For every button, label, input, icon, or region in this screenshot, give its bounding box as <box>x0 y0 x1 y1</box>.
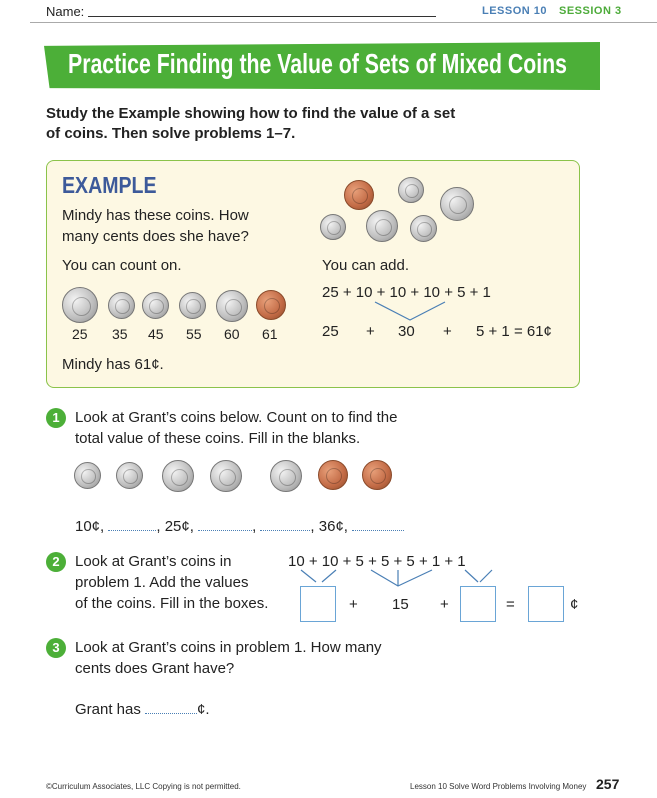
separator: , <box>252 518 257 535</box>
count-value: 35 <box>112 326 128 342</box>
answer-blank[interactable] <box>198 516 252 531</box>
given-value: 10¢, <box>75 518 105 535</box>
nickel-coin-icon <box>162 460 194 492</box>
example-answer: Mindy has 61¢. <box>62 356 164 373</box>
instructions: Study the Example showing how to find the value of a set of coins. Then solve problems 1–7. <box>46 105 456 142</box>
plus-sign: + <box>440 596 449 613</box>
lesson-footer: Lesson 10 Solve Word Problems Involving Money <box>410 782 587 791</box>
problem-number-badge: 2 <box>46 552 66 572</box>
grouped-term: 30 <box>398 323 415 340</box>
name-label: Name: <box>46 4 85 19</box>
problem-2-text-line-2: problem 1. Add the values <box>75 574 249 591</box>
example-question-line-1: Mindy has these coins. How <box>62 207 249 224</box>
cents-sign: ¢ <box>570 596 579 613</box>
plus-sign: + <box>443 323 452 340</box>
count-value: 61 <box>262 326 278 342</box>
problem-3-text-line-2: cents does Grant have? <box>75 660 235 677</box>
problem-1-text-line-2: total value of these coins. Fill in the blanks. <box>75 430 361 447</box>
answer-box[interactable] <box>460 586 496 622</box>
dime-coin-icon <box>116 462 143 489</box>
nickel-coin-icon <box>210 460 242 492</box>
problem-2-text-line-1: Look at Grant’s coins in <box>75 553 232 570</box>
penny-coin-icon <box>318 460 348 490</box>
problem-2-text-line-3: of the coins. Fill in the boxes. <box>75 595 269 612</box>
nickel-coin-icon <box>270 460 302 492</box>
example-sum-line: 25 + 10 + 10 + 10 + 5 + 1 <box>322 284 491 301</box>
problem-number-badge: 1 <box>46 408 66 428</box>
example-question-line-2: many cents does she have? <box>62 228 249 245</box>
given-value: 15 <box>392 596 409 613</box>
problem-3-text-line-1: Look at Grant’s coins in problem 1. How many <box>75 639 382 656</box>
problem-1-text-line-1: Look at Grant’s coins below. Count on to find the <box>75 409 398 426</box>
page-title: Practice Finding the Value of Sets of Mixed Coins <box>68 48 567 79</box>
count-on-label: You can count on. <box>62 257 182 274</box>
penny-coin-icon <box>362 460 392 490</box>
answer-prefix: Grant has <box>75 701 141 718</box>
plus-sign: + <box>349 596 358 613</box>
page-number: 257 <box>596 776 620 792</box>
count-value: 25 <box>72 326 88 342</box>
answer-box[interactable] <box>300 586 336 622</box>
grouped-result: 5 + 1 = 61¢ <box>476 323 552 340</box>
answer-blank[interactable] <box>260 516 310 531</box>
lesson-label: LESSON 10 <box>482 5 548 17</box>
session-label: SESSION 3 <box>559 5 622 17</box>
given-value: , 25¢, <box>156 518 194 535</box>
problem-2-sum-line: 10 + 10 + 5 + 5 + 5 + 1 + 1 <box>288 553 466 570</box>
problem-number-badge: 3 <box>46 638 66 658</box>
grouped-term: 25 <box>322 323 339 340</box>
dime-coin-icon <box>74 462 101 489</box>
equals-sign: = <box>506 596 515 613</box>
answer-blank[interactable] <box>352 516 404 531</box>
copyright-footer: ©Curriculum Associates, LLC Copying is not permitted. <box>46 782 241 791</box>
answer-blank[interactable] <box>145 699 197 714</box>
given-value: , 36¢, <box>310 518 348 535</box>
answer-blank[interactable] <box>108 516 156 531</box>
count-value: 45 <box>148 326 164 342</box>
plus-sign: + <box>366 323 375 340</box>
problem-3-answer <box>75 699 210 721</box>
example-heading: EXAMPLE <box>62 172 157 198</box>
add-label: You can add. <box>322 257 410 274</box>
answer-box[interactable] <box>528 586 564 622</box>
count-on-blanks <box>75 516 404 538</box>
answer-suffix: ¢. <box>197 701 210 718</box>
count-value: 55 <box>186 326 202 342</box>
count-value: 60 <box>224 326 240 342</box>
